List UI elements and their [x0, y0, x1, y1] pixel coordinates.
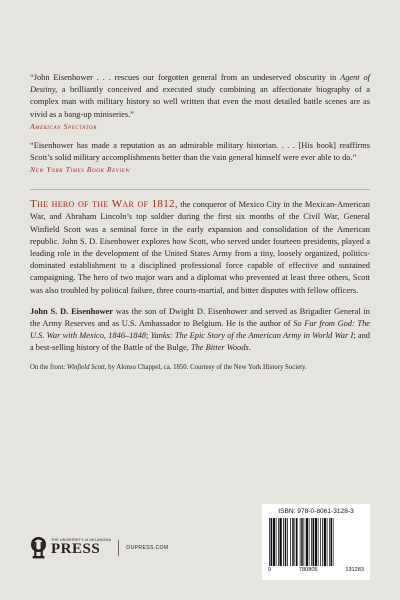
barcode-bar: [320, 518, 321, 566]
barcode-bar: [285, 518, 287, 566]
publisher-name: [51, 539, 111, 558]
barcode-bar: [280, 518, 282, 566]
barcode-bar: [324, 518, 326, 566]
cover-footer: [30, 498, 370, 582]
barcode-bar: [304, 518, 305, 566]
barcode-bar: [292, 518, 294, 566]
review-quote-2: “Eisenhower has made a reputation as an admirable military historian. . . . [His book] reaffirms Scott’s solid military accomplishments better than the vain general himself were ever able to do.”: [30, 140, 370, 163]
barcode-bar: [273, 518, 275, 566]
description-body: the conqueror of Mexico City in the Mexican-American War, and Abraham Lincoln’s top soldier during the first six months of the Civil War, General Winfield Scott was a seminal force in the early expansion and consolidation of the American republic. John S. D. Eisenhower explores how Scott, who served under fourteen presidents, played a leading role in the development of the United States Army from a tiny, loosely organized, politics-dominated establishment to a disciplined professional force capable of effective and sustained campaigning. The hero of two major wars and a diplomat who prevented at least three others, Scott was also troubled by political failure, three courts-martial, and bitter disputes with fellow officers.: [30, 200, 370, 295]
barcode-bar: [322, 518, 323, 566]
barcode-bar: [290, 518, 291, 566]
author-bio: John S. D. Eisenhower was the son of Dwight D. Eisenhower and served as Brigadier General in the Army Reserves and as U.S. Ambassador to Belgium. He is the author of So Far from God: The U.S. War with Mexico, 1846–1848; Yanks: The Epic Story of the American Army in World War I; and a best-selling history of the Battle of the Bulge, The Bitter Woods.: [30, 306, 370, 353]
barcode-bar: [271, 518, 273, 566]
publisher-website: OUPRESS.COM: [126, 545, 169, 551]
barcode-bar: [276, 518, 277, 566]
author-name: John S. D. Eisenhower: [30, 306, 113, 316]
review-quote-1: [30, 72, 370, 121]
review-source-2: New York Times Book Review: [30, 165, 131, 175]
description-lead: The hero of the War of 1812,: [30, 198, 178, 211]
barcode-bar: [278, 518, 279, 566]
publisher-logo: [30, 534, 168, 562]
press-wordmark: PRESS: [51, 541, 101, 558]
university-name: THE UNIVERSITY of OKLAHOMA: [51, 537, 112, 542]
book-title: The Bitter Woods: [190, 343, 249, 353]
quote-text: “John Eisenhower . . . rescues our forgotten general from an undeserved obscurity in: [30, 73, 341, 82]
barcode-bar: [309, 518, 310, 566]
barcode-bar: [287, 518, 288, 566]
barcode-panel: [262, 504, 370, 580]
barcode-bar: [295, 518, 296, 566]
isbn-label: ISBN: 978-0-8061-3128-3: [278, 508, 354, 515]
painting-title: Winfield Scott,: [66, 363, 107, 371]
barcode-bar: [301, 518, 303, 566]
barcode-bar: [300, 518, 301, 566]
barcode-bar: [313, 518, 315, 566]
quote-book-title: Agent of Destiny,: [30, 73, 370, 95]
cover-credit: On the front: Winfield Scott, by Alonso Chappel, ca. 1850. Courtesy of the New York History Society.: [30, 363, 307, 371]
barcode-bar: [318, 518, 319, 566]
barcode-digits: 9 780806 131283: [268, 567, 364, 573]
barcode-bar: [327, 518, 328, 566]
book-title: So Far from God: The U.S. War with Mexico, 1846–1848: [30, 319, 370, 341]
barcode-bar: [306, 518, 308, 566]
barcode-bar: [331, 518, 333, 566]
barcode-bar: [315, 518, 317, 566]
book-title: Yanks: The Epic Story of the American Army in World War I: [150, 331, 354, 341]
barcode-bar: [296, 518, 298, 566]
barcode-bar: [329, 518, 330, 566]
barcode-bar: [311, 518, 312, 566]
ou-monogram-icon: [30, 536, 47, 560]
logo-divider: [118, 540, 119, 556]
barcode-bar: [269, 518, 270, 566]
section-divider: [30, 189, 370, 190]
review-source-1: American Spectator: [30, 121, 97, 131]
book-description: [30, 198, 370, 297]
barcode-icon: [268, 518, 364, 566]
barcode-bar: [283, 518, 284, 566]
quote-text: a brilliantly conceived and executed study combining an affectionate biography of a complex man with military history so well written that even the most detailed battle scenes are as vivid as a bang-up miniseries.”: [30, 85, 370, 119]
barcode-bar: [333, 518, 334, 566]
